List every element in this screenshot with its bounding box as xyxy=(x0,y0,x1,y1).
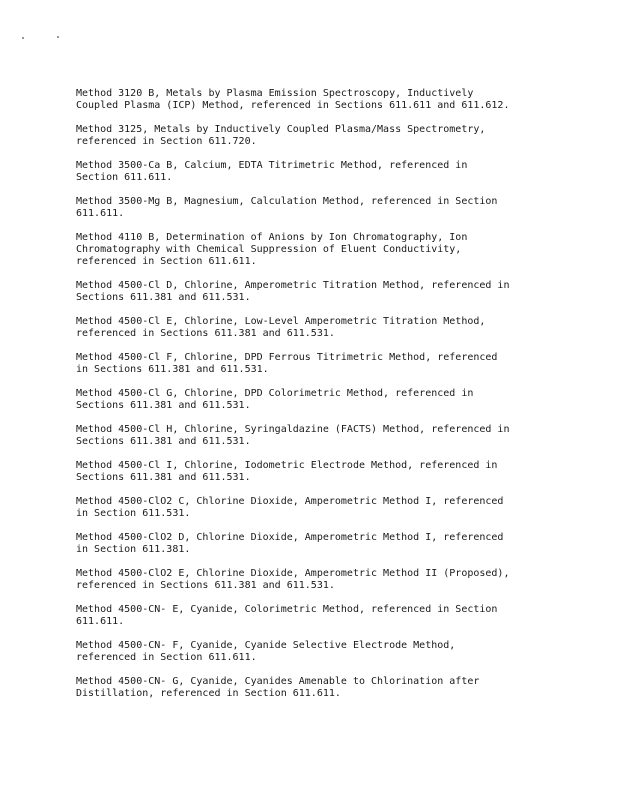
entry-line: in Sections 611.381 and 611.531. xyxy=(76,364,269,375)
entry-line: referenced in Sections 611.381 and 611.531. xyxy=(76,328,335,339)
entry-line: Method 4110 B, Determination of Anions by Ion Chromatography, Ion xyxy=(76,232,468,243)
entry-line: in Section 611.381. xyxy=(76,544,191,555)
method-entry xyxy=(76,640,546,664)
method-entry xyxy=(76,280,546,304)
entry-line: Method 4500-Cl E, Chlorine, Low-Level Amperometric Titration Method, xyxy=(76,316,486,327)
method-entry xyxy=(76,388,546,412)
entry-line: Distillation, referenced in Section 611.611. xyxy=(76,688,341,699)
entry-line: referenced in Section 611.611. xyxy=(76,256,257,267)
method-entry xyxy=(76,532,546,556)
entry-line: Sections 611.381 and 611.531. xyxy=(76,436,251,447)
entry-line: 611.611. xyxy=(76,208,125,219)
entry-line: Method 3500-Ca B, Calcium, EDTA Titrimetric Method, referenced in xyxy=(76,160,468,171)
method-entry xyxy=(76,460,546,484)
method-entry xyxy=(76,568,546,592)
method-entry xyxy=(76,352,546,376)
entry-line: Method 4500-ClO2 C, Chlorine Dioxide, Amperometric Method I, referenced xyxy=(76,496,504,507)
method-entry xyxy=(76,604,546,628)
entry-line: Method 4500-CN- E, Cyanide, Colorimetric Method, referenced in Section xyxy=(76,604,498,615)
method-entry xyxy=(76,424,546,448)
method-entry xyxy=(76,316,546,340)
entry-line: Method 4500-Cl I, Chlorine, Iodometric Electrode Method, referenced in xyxy=(76,460,498,471)
entry-line: Method 3120 B, Metals by Plasma Emission Spectroscopy, Inductively xyxy=(76,88,474,99)
entry-line: Method 4500-Cl F, Chlorine, DPD Ferrous Titrimetric Method, referenced xyxy=(76,352,498,363)
scan-speck xyxy=(57,36,59,38)
entry-line: Coupled Plasma (ICP) Method, referenced in Sections 611.611 and 611.612. xyxy=(76,100,510,111)
entry-line: Sections 611.381 and 611.531. xyxy=(76,472,251,483)
entry-line: Method 4500-CN- F, Cyanide, Cyanide Selective Electrode Method, xyxy=(76,640,456,651)
scan-speck xyxy=(22,37,24,39)
entry-line: Method 4500-Cl G, Chlorine, DPD Colorimetric Method, referenced in xyxy=(76,388,474,399)
entry-line: referenced in Sections 611.381 and 611.531. xyxy=(76,580,335,591)
entry-line: Sections 611.381 and 611.531. xyxy=(76,400,251,411)
entry-line: Method 3500-Mg B, Magnesium, Calculation Method, referenced in Section xyxy=(76,196,498,207)
method-entry xyxy=(76,160,546,184)
entry-line: Sections 611.381 and 611.531. xyxy=(76,292,251,303)
entry-line: Method 4500-Cl D, Chlorine, Amperometric Titration Method, referenced in xyxy=(76,280,510,291)
entry-line: referenced in Section 611.720. xyxy=(76,136,257,147)
method-entry xyxy=(76,232,546,268)
entry-line: Section 611.611. xyxy=(76,172,173,183)
method-entry xyxy=(76,196,546,220)
method-entry xyxy=(76,496,546,520)
entry-line: Method 4500-CN- G, Cyanide, Cyanides Amenable to Chlorination after xyxy=(76,676,480,687)
method-reference-list xyxy=(76,88,546,712)
entry-line: in Section 611.531. xyxy=(76,508,191,519)
entry-line: referenced in Section 611.611. xyxy=(76,652,257,663)
method-entry xyxy=(76,124,546,148)
entry-line: Method 4500-ClO2 D, Chlorine Dioxide, Amperometric Method I, referenced xyxy=(76,532,504,543)
method-entry xyxy=(76,676,546,700)
entry-line: Method 4500-ClO2 E, Chlorine Dioxide, Amperometric Method II (Proposed), xyxy=(76,568,510,579)
entry-line: Chromatography with Chemical Suppression of Eluent Conductivity, xyxy=(76,244,462,255)
method-entry xyxy=(76,88,546,112)
entry-line: Method 3125, Metals by Inductively Coupled Plasma/Mass Spectrometry, xyxy=(76,124,486,135)
entry-line: Method 4500-Cl H, Chlorine, Syringaldazine (FACTS) Method, referenced in xyxy=(76,424,510,435)
entry-line: 611.611. xyxy=(76,616,125,627)
